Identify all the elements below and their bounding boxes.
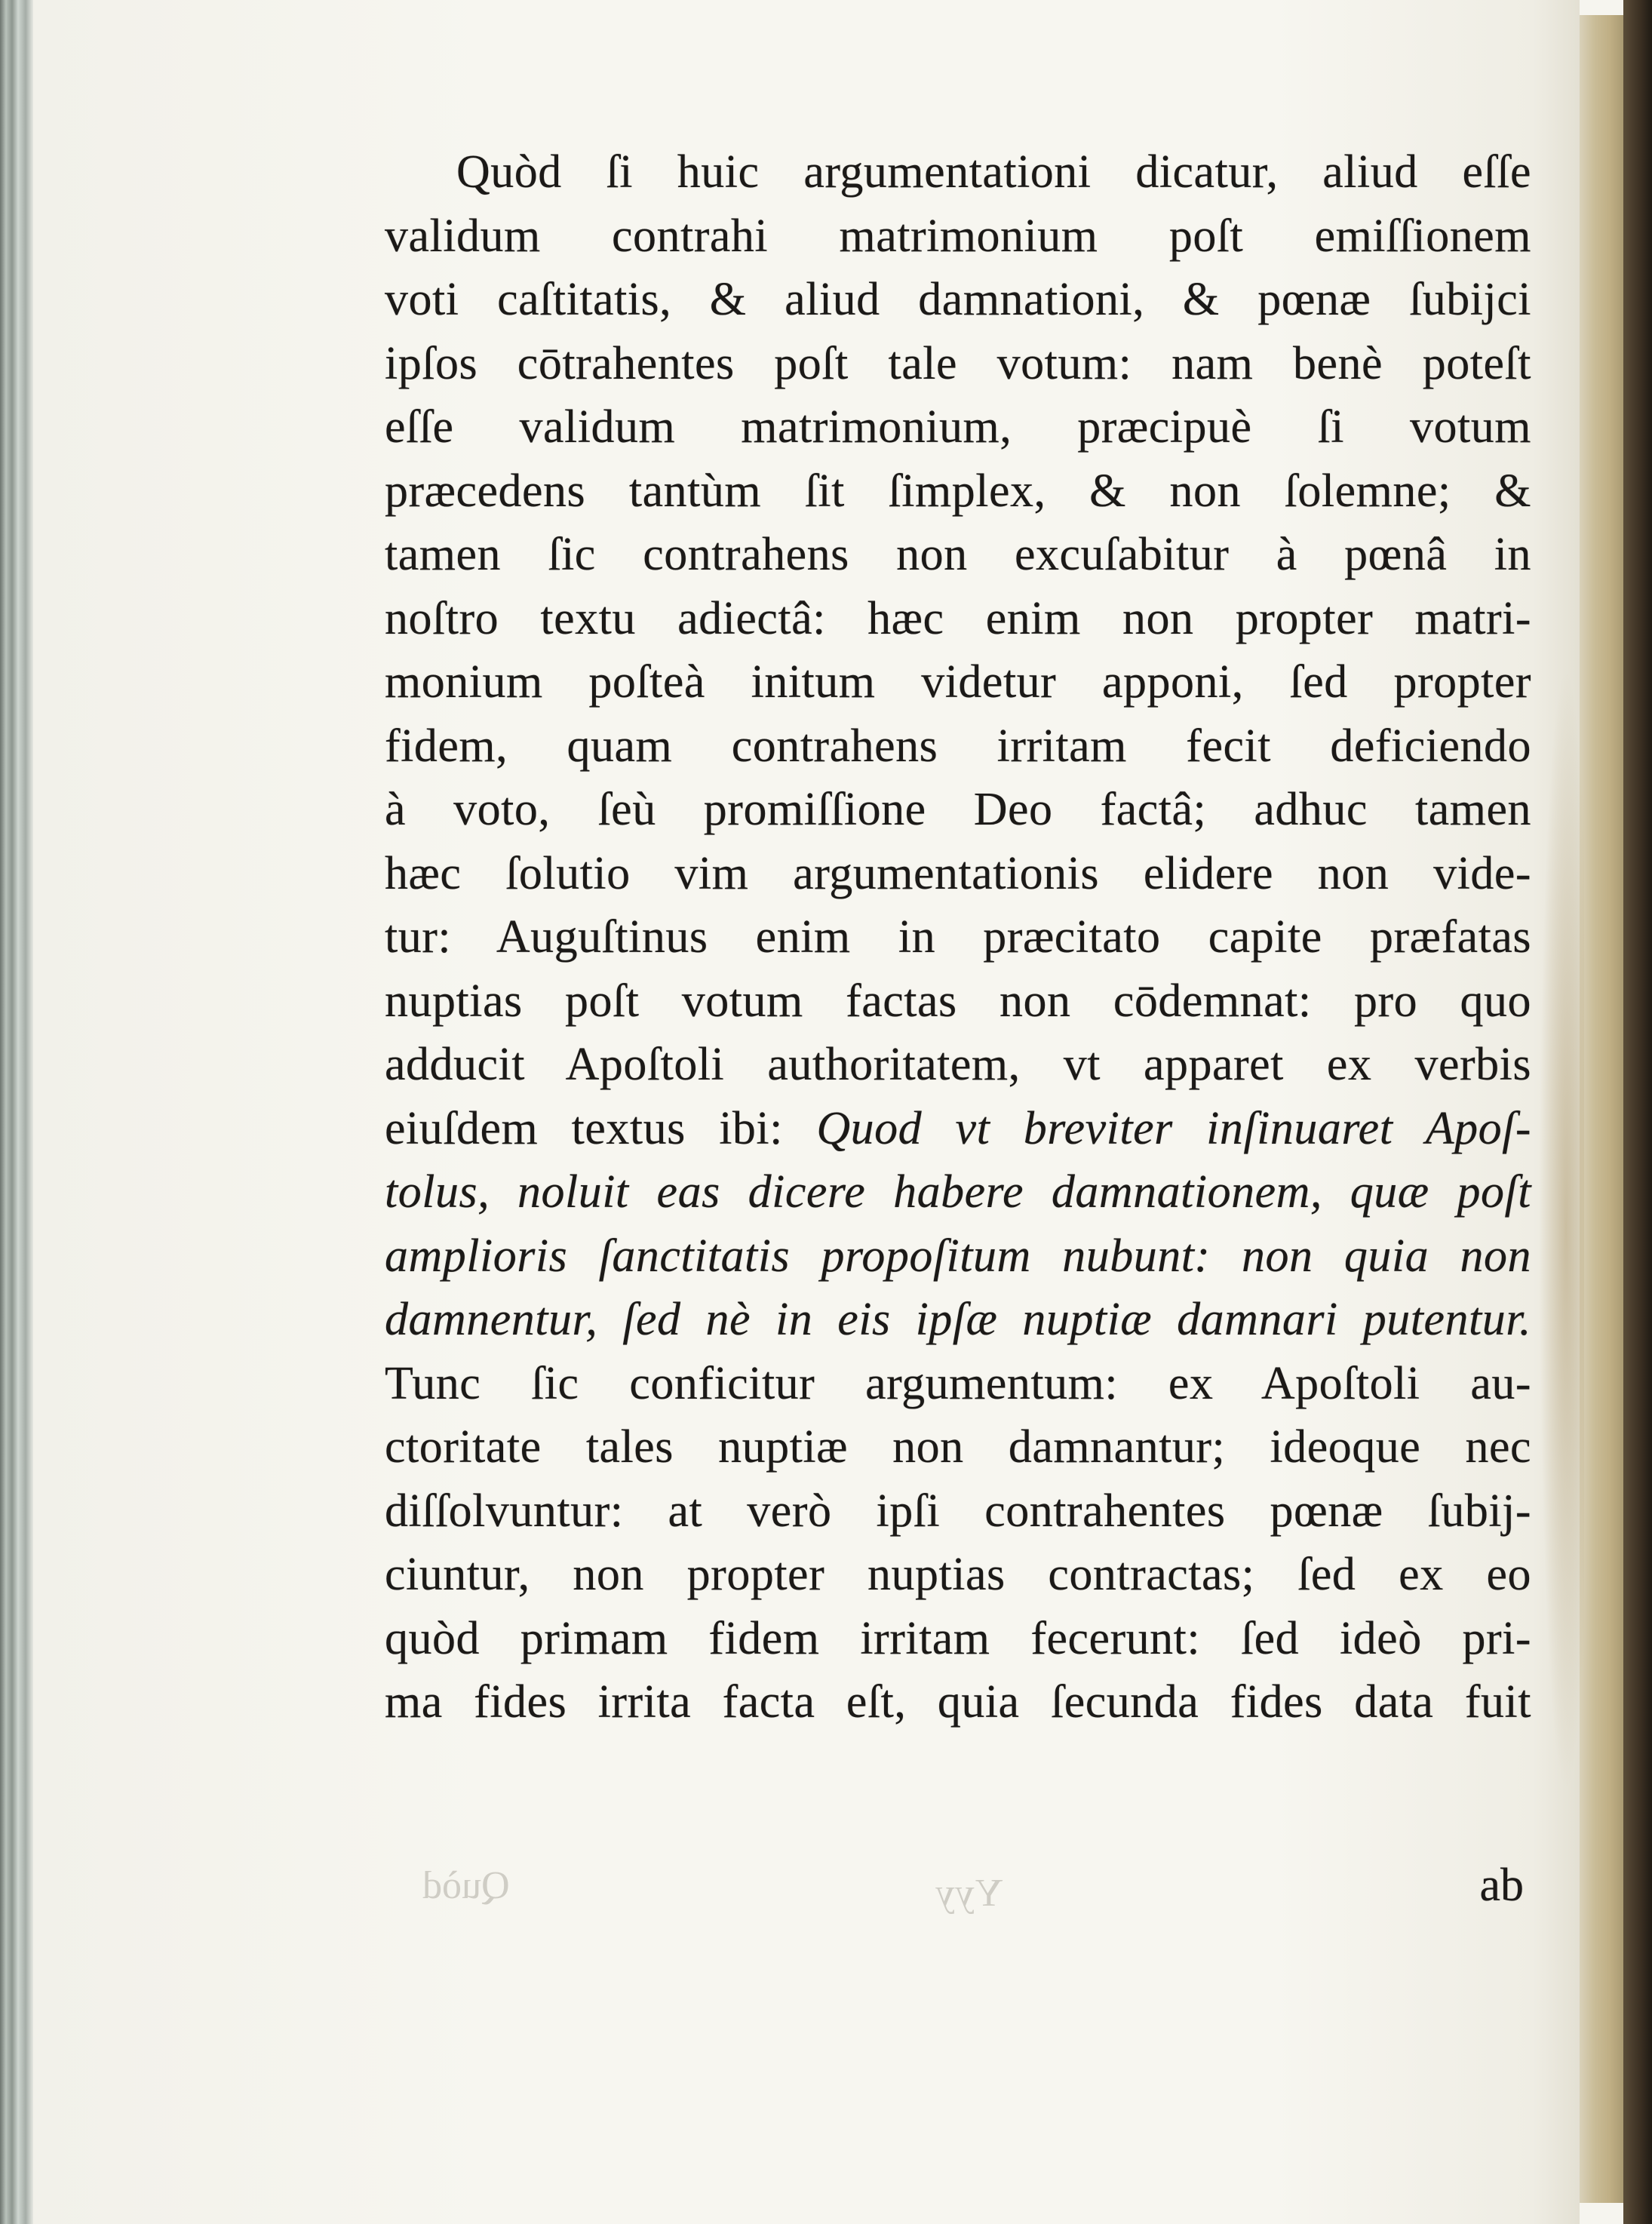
text-line: ipſos cōtrahentes poſt tale votum: nam benè poteſt [385, 337, 1531, 389]
text-roman-part: eiuſdem textus ibi: [385, 1102, 783, 1154]
page-fore-edge [1580, 15, 1623, 2203]
show-through-left: Quòd [422, 1864, 510, 1907]
text-line: Tunc ſic conficitur argumentum: ex Apoſtoli au- [385, 1357, 1531, 1409]
text-line: tur: Auguſtinus enim in præcitato capite præfatas [385, 911, 1531, 963]
text-line: tamen ſic contrahens non excuſabitur à pœnâ in [385, 529, 1531, 580]
text-line: ma fides irrita facta eſt, quia ſecunda fides data fuit [385, 1676, 1531, 1728]
text-line: eſſe validum matrimonium, præcipuè ſi votum [385, 401, 1531, 453]
text-line: monium poſteà initum videtur apponi, ſed propter [385, 656, 1531, 708]
text-line: ciuntur, non propter nuptias contractas; ſed ex eo [385, 1549, 1531, 1600]
text-line [385, 1097, 1531, 1161]
text-line: fidem, quam contrahens irritam fecit deficiendo [385, 720, 1531, 772]
book-cover-edge [1623, 0, 1652, 2224]
text-line-italic: amplioris ſanctitatis propoſitum nubunt: non quia non [385, 1230, 1531, 1282]
paper-stain [1539, 664, 1584, 1795]
text-line-italic: tolus, noluit eas dicere habere damnationem, quæ poſt [385, 1166, 1531, 1218]
text-block [385, 140, 1531, 1734]
text-line: hæc ſolutio vim argumentationis elidere non vide- [385, 847, 1531, 899]
text-line: præcedens tantùm ſit ſimplex, & non ſolemne; & [385, 465, 1531, 517]
show-through-text [422, 1863, 1177, 1924]
text-line: ctoritate tales nuptiæ non damnantur; ideoque nec [385, 1421, 1531, 1473]
text-line: adducit Apoſtoli authoritatem, vt apparet ex verbis [385, 1039, 1531, 1090]
text-line: diſſolvuntur: at verò ipſi contrahentes pœnæ ſubij- [385, 1485, 1531, 1537]
text-italic-part: Quod vt breviter inſinuaret Apoſ- [782, 1102, 1531, 1154]
text-line: validum contrahi matrimonium poſt emiſſionem [385, 210, 1531, 262]
text-line: nuptias poſt votum factas non cōdemnat: pro quo [385, 975, 1531, 1027]
text-line: quòd primam fidem irritam fecerunt: ſed ideò pri- [385, 1612, 1531, 1664]
catchword: ab [1479, 1860, 1524, 1911]
text-line: à voto, ſeù promiſſione Deo factâ; adhuc tamen [385, 784, 1531, 835]
text-line: voti caſtitatis, & aliud damnationi, & pœnæ ſubijci [385, 274, 1531, 325]
show-through-signature: Yyy [935, 1872, 1003, 1915]
text-line-italic: damnentur, ſed nè in eis ipſæ nuptiæ damnari putentur. [385, 1294, 1531, 1345]
text-line: Quòd ſi huic argumentationi dicatur, aliud eſſe [456, 146, 1531, 198]
text-line: noſtro textu adiectâ: hæc enim non propter matri- [385, 592, 1531, 644]
